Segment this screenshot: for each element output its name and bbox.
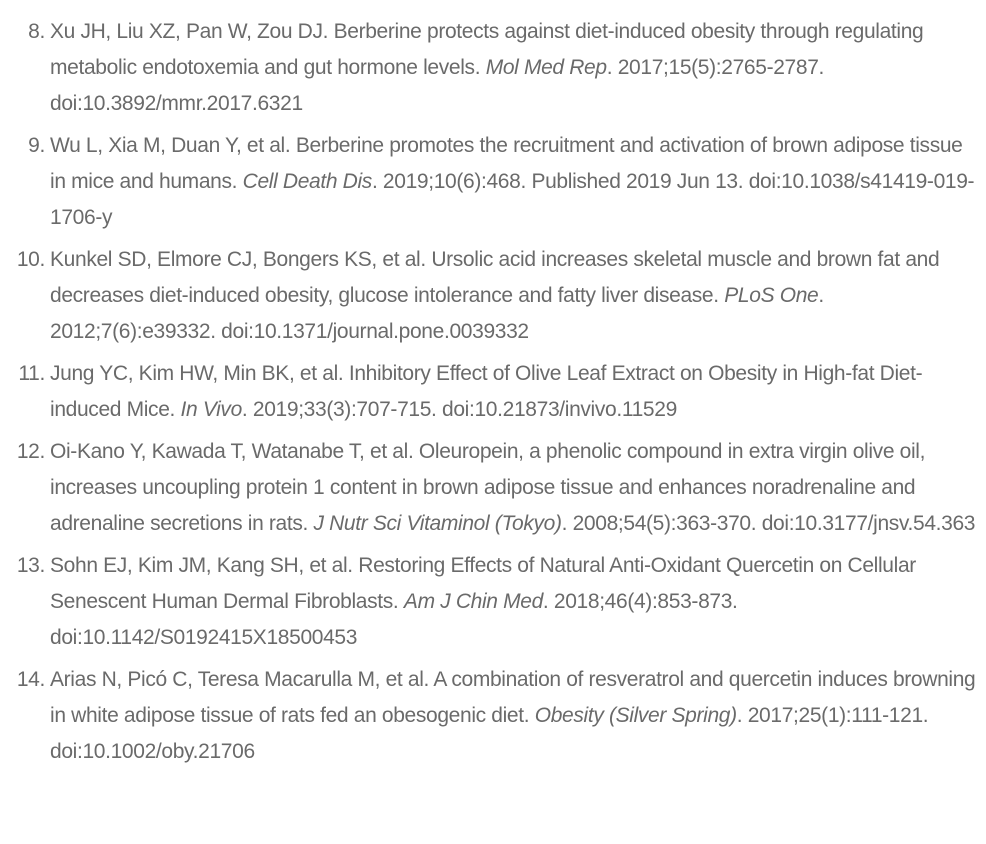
reference-details: . 2019;10(6):468. Published 2019 Jun 13. doi:10.1038/s41419-019-1706-y	[50, 170, 975, 229]
reference-authors-title: Jung YC, Kim HW, Min BK, et al. Inhibitory Effect of Olive Leaf Extract on Obesity in High-fat Diet-induced Mice.	[50, 362, 923, 421]
reference-item	[0, 242, 986, 350]
reference-details: . 2018;46(4):853-873. doi:10.1142/S0192415X18500453	[50, 590, 738, 649]
reference-text	[50, 548, 978, 656]
reference-number: 9.	[28, 134, 45, 157]
reference-authors-title: Kunkel SD, Elmore CJ, Bongers KS, et al. Ursolic acid increases skeletal muscle and brown fat and decreases diet-induced obesity, glucose intolerance and fatty liver disease.	[50, 248, 940, 307]
reference-journal: Am J Chin Med	[403, 590, 543, 613]
reference-journal: Obesity (Silver Spring)	[534, 704, 737, 727]
reference-text	[50, 356, 978, 428]
reference-journal: J Nutr Sci Vitaminol (Tokyo)	[313, 512, 562, 535]
reference-authors-title: Oi-Kano Y, Kawada T, Watanabe T, et al. Oleuropein, a phenolic compound in extra virgin olive oil, increases uncoupling protein 1 content in brown adipose tissue and enhances noradrenaline and adrenaline secretions in rats.	[50, 440, 926, 535]
reference-item	[0, 548, 986, 656]
reference-journal: Cell Death Dis	[242, 170, 372, 193]
reference-text	[50, 662, 978, 770]
reference-number: 8.	[28, 20, 45, 43]
reference-authors-title: Xu JH, Liu XZ, Pan W, Zou DJ. Berberine protects against diet-induced obesity through regulating metabolic endotoxemia and gut hormone levels.	[50, 20, 924, 79]
reference-details: . 2008;54(5):363-370. doi:10.3177/jnsv.54.363	[561, 512, 976, 535]
reference-details: . 2017;25(1):111-121. doi:10.1002/oby.21706	[50, 704, 929, 763]
reference-number: 11.	[18, 362, 45, 385]
reference-journal: PLoS One	[724, 284, 819, 307]
reference-number: 12.	[16, 440, 45, 463]
reference-number: 14.	[16, 668, 45, 691]
reference-authors-title: Arias N, Picó C, Teresa Macarulla M, et al. A combination of resveratrol and quercetin induces browning in white adipose tissue of rats fed an obesogenic diet.	[50, 668, 976, 727]
reference-item	[0, 662, 986, 770]
reference-number: 10.	[16, 248, 45, 271]
reference-number: 13.	[16, 554, 45, 577]
reference-journal: In Vivo	[180, 398, 242, 421]
reference-text	[50, 434, 978, 542]
reference-details: . 2019;33(3):707-715. doi:10.21873/invivo.11529	[241, 398, 677, 421]
reference-authors-title: Sohn EJ, Kim JM, Kang SH, et al. Restoring Effects of Natural Anti-Oxidant Quercetin on Cellular Senescent Human Dermal Fibroblasts.	[50, 554, 916, 613]
reference-list	[0, 14, 986, 776]
reference-item	[0, 434, 986, 542]
reference-details: . 2017;15(5):2765-2787. doi:10.3892/mmr.2017.6321	[50, 56, 825, 115]
reference-text	[50, 242, 978, 350]
reference-authors-title: Wu L, Xia M, Duan Y, et al. Berberine promotes the recruitment and activation of brown adipose tissue in mice and humans.	[50, 134, 963, 193]
reference-item	[0, 14, 986, 122]
reference-details: . 2012;7(6):e39332. doi:10.1371/journal.pone.0039332	[50, 284, 824, 343]
reference-item	[0, 356, 986, 428]
reference-item	[0, 128, 986, 236]
reference-text	[50, 128, 978, 236]
reference-journal: Mol Med Rep	[485, 56, 607, 79]
reference-text	[50, 14, 978, 122]
